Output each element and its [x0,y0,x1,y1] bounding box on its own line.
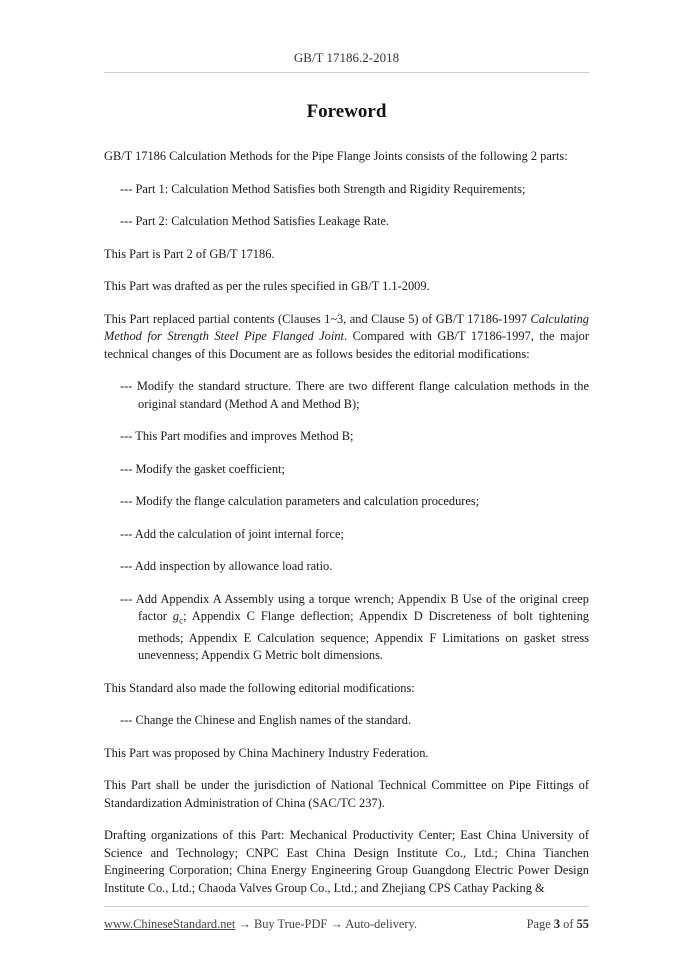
drafting-rules-paragraph: This Part was drafted as per the rules specified in GB/T 1.1-2009. [104,279,430,293]
proposer-paragraph: This Part was proposed by China Machinery Industry Federation. [104,745,429,760]
of-label: of [563,917,574,931]
page-number [527,917,589,932]
current-page: 3 [553,917,561,931]
total-pages: 55 [576,917,589,931]
change-item: --- Modify the flange calculation parameters and calculation procedures; [120,494,480,508]
auto-delivery-text: Auto-delivery. [345,917,418,931]
intro-paragraph: GB/T 17186 Calculation Methods for the Pipe Flange Joints consists of the following 2 parts: [104,149,568,163]
change-item-appendices [104,591,589,665]
replacement-paragraph [104,311,589,364]
website-link[interactable]: www.ChineseStandard.net [104,917,236,931]
creep-factor-subscript: c [179,615,184,626]
jurisdiction-paragraph: This Part shall be under the jurisdiction of National Technical Committee on Pipe Fittings of Standardization Administration of China (SAC/TC 237). [104,778,589,810]
header-divider [104,72,589,73]
footer-links [104,917,417,932]
page-title: Foreword [306,101,387,122]
change-item: --- Modify the standard structure. There are two different flange calculation methods in the original standard (Method A and Method B); [120,379,589,411]
replaced-standard-title: Calculating Method for Strength Steel Pipe Flanged Joint [104,311,589,343]
footer-divider [104,906,589,907]
list-item-part1: --- Part 1: Calculation Method Satisfies both Strength and Rigidity Requirements; [120,181,526,196]
change-item: --- Add inspection by allowance load ratio. [120,559,333,573]
page-label: Page [526,917,551,931]
change-item: --- Add the calculation of joint internal force; [120,526,344,541]
arrow-icon: → [330,917,343,931]
buy-pdf-link[interactable]: Buy True-PDF [253,917,328,931]
list-item-part2: --- Part 2: Calculation Method Satisfies Leakage Rate. [120,214,390,228]
arrow-icon: → [238,917,251,931]
appendix-text-end: ; Appendix C Flange deflection; Appendix D Discreteness of bolt tightening methods; Appendix E Calculation sequence; Appendix F Limitations on gasket stress unevenness; Appendix G Metric bolt dimensions. [138,609,589,663]
appendix-text-start: --- Add Appendix A Assembly using a torque wrench; Appendix B Use of the original creep factor [120,591,589,623]
change-item: --- Modify the gasket coefficient; [120,461,285,476]
editorial-item: --- Change the Chinese and English names of the standard. [120,713,412,728]
change-item: --- This Part modifies and improves Method B; [120,429,354,443]
running-header: GB/T 17186.2-2018 [293,50,400,65]
part-statement: This Part is Part 2 of GB/T 17186. [104,246,275,261]
foreword-body [104,148,589,897]
replacement-text-end: . Compared with GB/T 17186-1997, the major technical changes of this Document are as follows besides the editorial modifications: [104,329,589,361]
replacement-text-start: This Part replaced partial contents (Clauses 1~3, and Clause 5) of GB/T 17186-1997 [104,311,531,326]
editorial-intro: This Standard also made the following editorial modifications: [104,680,415,695]
creep-factor-symbol: g [172,609,180,623]
drafting-organizations-paragraph: Drafting organizations of this Part: Mechanical Productivity Center; East China University of Science and Technology; CNPC East China Design Institute Co., Ltd.; China Tianchen Engineering Corporation; China Energy Engineering Group Guangdong Electric Power Design Institute Co., Ltd.; Chaoda Valves Group Co., Ltd.; and Zhejiang CPS Cathay Packing & [104,828,589,895]
